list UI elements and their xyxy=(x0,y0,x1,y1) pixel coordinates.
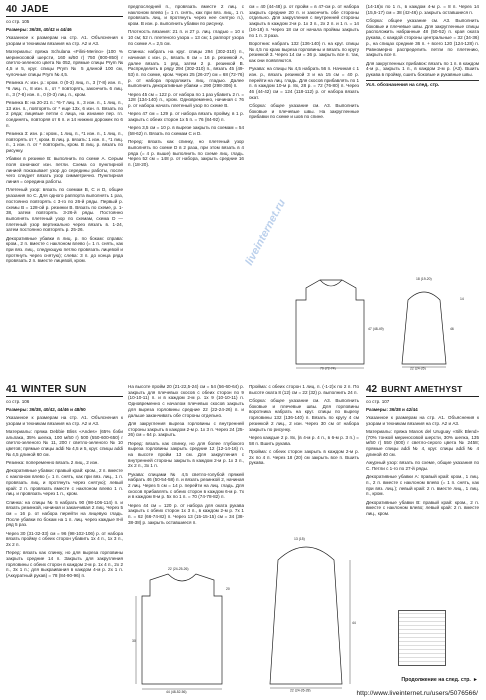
d2-c-label: 20 xyxy=(226,587,230,591)
d2-a-label: 44 (48-52-56) xyxy=(166,690,187,694)
right2-column xyxy=(366,4,479,266)
d1-sleeve-w-label: 22 (24-26) xyxy=(410,366,426,370)
rl-p1: Сборка: общее указание см. A3. Выполнить боковые и плечевые швы. Для горловины воротника набрать на круг. спицы по вырезу горловины 132 (136-140) п. Вязать по кругу 4 см резинкой 2 лиц., 2 изн. Через 30 см от набора закрыть по рисунку. xyxy=(249,398,359,432)
sleeve-schematic xyxy=(250,520,362,692)
right-p3: Сборка: общее указание см. A3. Выполнить боковые и плечевые швы. На закругленные прибавки по схеме и шов по спине. xyxy=(249,103,359,120)
ba-p2: Материалы: пряжа Manos del Uruguay «Silk Blend» (70% тонкой мериносовой шерсти, 30% шелка, 135 м/50 г) 550 (600) г светло-серого цвета № 2458; прямые спицы addi № 4, круг. спицы addi № 4 длиной 40 см. xyxy=(366,429,479,457)
sleeve2-outline xyxy=(270,547,342,684)
lm-p0: На высоте пройм 20 (21-22,5-24) см = 54 (56-60-64) р. закрыть для плечевых скосов с обеих сторон по 9 (10-10-11) п. и в каждом 2-м р. 1x 9 (10-10-11) п. Одновременно с началом плечевых скосов закрыть для выреза горловины средние 22 (22-24-26) п. и дальше заканчивать обе стороны отдельно. xyxy=(128,384,244,418)
sleeve-schematic-svg xyxy=(250,520,362,692)
lm-p1: Для закругления выреза горловины с внутренней стороны закрыть в каждом 2-м р. 1x 3 п. Через 24 (25-26) см = 64 р. закрыть. xyxy=(128,420,244,438)
d1-cap-label: 14 xyxy=(460,297,464,301)
lm-p4: Через 44 см = 120 р. от набора для оката рукава закрыть с обеих сторон 1x 3 п., в каждом 2-м р. 7x 1 п. = 62 (66-74-82) п. Через 13 (15-15-15) см = 34 (38-38-38) р. закрыть оставшиеся п. xyxy=(128,502,244,525)
mid-p0: предпоследней п., провязать вместе 2 лиц. с наклоном влево (= 1 п. снять, как при вяз. лиц., 1 п. провязать лиц. и протянуть через нее снятую п.), кром. В изн. р. выполнить убавки по рисунку. xyxy=(128,4,244,27)
winter-sun-number: 41 xyxy=(6,384,18,395)
ws-p5: Спинка: на спицы № 5 набрать 90 (98-106-114) п. и вязать резинкой, начиная и заканчивая 2 лиц. Через 5 см = 16 р. от набора перейти на лицевую гладь. После убавки по бокам на 1 п. лиц. через каждые 8-й ряд 5 раз. xyxy=(6,499,123,528)
ws-p2: Материалы: пряжа Debbie Bliss «Andes» (65% бэби альпака, 35% шелка, 100 м/50 г) 500 (550-600-650) г светло-зеленого № 11, 200 г светло-зеленого № 10 цветов; прямые спицы addi № 4,5 и 5, круг. спицы addi № 4,5 длиной 60 см. xyxy=(6,429,123,457)
mid-p2: Спинка: набрать на круг. спицы 294 (302-310) п., начиная с изн. р., вязать 6 см = 16 р. резинкой A, далее вязать 1 ряд, затем 2 р. резинкой B. Распределить в ряду 294 (302-310) п., вязать 45 (49-53) п. по схеме, кром. Через 25 (26-27) см = 68 (72-76) р. от набора продолжить лиц. гладью. Далее выполнить декоративные убавки = 290 (298-306) п. xyxy=(128,49,244,89)
mid-p1: Плотность вязания: 21 п. и 27 р. лиц. гладью = 10 x 10 см; 52 п. плетеного узора = 13 см; 1 раппорт узора по схеме A = 2,5 см. xyxy=(128,29,244,46)
lm-p3: Рукава: спицами № 4,5 светло-голубой пряжей набрать 46 (50-54-58) п. и вязать резинкой 2, начиная 2 лиц. Через 5 см = 14 р. перейти на лиц. гладь. Для скосов прибавлять с обеих сторон в каждом 6-м р. 7x и в каждом 8-м р. 5x по 1 п. = 70 (74-78-82) п. xyxy=(128,471,244,500)
winter-sun-ref: со стр. 106 xyxy=(6,399,30,404)
d2-f-label: 44 xyxy=(352,621,356,625)
d2-e-label: 22 (24-26-28) xyxy=(290,688,311,692)
ba-p4: Декоративные убавки A: правый край: кром., 1 лиц. п., 2 п. вместе с наклоном влево (= 1 п. снять, как при вяз. лиц.); левый край: 2 п. вместе лиц., 1 лиц. п., кром. xyxy=(366,474,479,497)
continue-label xyxy=(401,678,478,684)
jade-schematic-svg xyxy=(292,270,480,370)
winter-sun-title: WINTER SUN xyxy=(21,384,87,395)
d2-g-label: 13 (15) xyxy=(294,537,305,541)
rl-p3: Пройма: с обеих сторон закрыть в каждом 2-м р. 2х по 4 п. Через 18 (20) см закрыть все п. Вшить рукава. xyxy=(249,448,359,466)
winter-sun-schematic-svg xyxy=(132,534,244,694)
jade-schematic xyxy=(292,270,480,370)
jade-p1: Указанное к размерам на стр. А1. Объяснения к узорам и техникам вязания на стр. А2 и А3. xyxy=(6,35,123,46)
lm-p2: Перед: вязать как спинку, но для более глубокого выреза горловины закрыть средние 12 (12-14-16) п. на высоте пройм 13 см. Для закругления с внутренней стороны закрыть в каждом 2-м р. 1x 3 п., 2x 2 п., 3x 1 п. xyxy=(128,440,244,469)
ws-body-outline xyxy=(142,574,222,684)
d2-d-label: 30 xyxy=(132,639,136,643)
mid-p4: Через 47 см = 129 р. от набора вязать пройму, в 1 р. закрыть с обеих сторон 1x 5 п. = 76 (84-92) п. xyxy=(128,111,244,123)
rl-p0: Пройма: с обеих сторон 1 лиц. п. (-1-2)х по 2 п. По высоте оката 8 (12) см = 22 (32) р. выполнить 24 п. xyxy=(249,384,359,395)
arrow-right-icon: ► xyxy=(472,677,478,684)
right-p0: см = 40 (44-48) р. от пройм = в 47-см р. от набора закрыть средние 20 п. и закончить обе стороны отдельно. Для закругления с внутренней стороны закрыть в каждом 2-м р. 1x 3 п., 2x 2 п. и 1 п. = 14 (16-18) п. Через 18 см от начала проймы закрыть по 1 п. 3 раза. xyxy=(249,4,359,38)
jade-p5: Резинка 3: изн. р.: кром., 1 лиц. п., *1 изн. п., 1 лиц. п., повторять от *, кром. В лиц. р. вязать: 1 изн. п., *1 лиц. п., 1 изн. п. от * повторить, кром. В лиц. р. вязать по рисунку. xyxy=(6,130,123,154)
right2-p2: Для закругленных прибавок: вязать по 1 п. в каждом 4-м р., закрыть 1 п., в каждом 2-м р. (A3). Вшить рукава в пройму, сшить боковые и рукавные швы. xyxy=(366,60,479,77)
mid-p3: Через 45 см = 122 р. от набора по 1 раз убавить 2 п. = 128 (134-140) п., кром. Одновременно, начиная с 76 р. от набора начать плетеный узор по схеме B. xyxy=(128,91,244,109)
rl-p2: Через каждые 2 р. 8х, (в 4-м р. 4 п., в 6-м р. 3 п.) = 58 п. Вшить рукава. xyxy=(249,434,359,446)
right2-p0: (14-16)x по 1 п., в каждом 4-м р. = 8 п. Через 14 (15,5-17) см = 38 (42-46) р. закрыть оставшиеся п. xyxy=(366,4,479,15)
body-outline xyxy=(296,280,364,364)
jade-p8: Декоративные убавки в лиц. р. по бокам: справа: кром., 2 п. вместе с наклоном влево (= 1 п. снять, как при вяз. лиц., следующую петлю провязать лицевой и протянуть через снятую); слева: 3 п. до конца ряда провязать 2 п. вместе лицевой, кром. xyxy=(6,235,123,264)
right2-p1: Сборка: общее указание см. A3. Выполнить боковые и плечевые швы. Для закругленные спицы расположить набранные 48 (50-52) п. края оката рукава, с каждой стороны центральные = 32 (34-36) р., на спицах средние 36 п. + всего 120 (124-128) п. Равномерно распределить петли по плетению, закрыть все п. xyxy=(366,18,479,58)
jade-p4: Резинка B: на 20-21 п.: *6-7 лиц. п., 3 изн. п., 1 лиц. п., 13 изн. п., повторять от * еще 13x, 6 изн. п. Вязать по 2 ряда; лицевые петли с лица, на изнанке пер. гл. соединять, повторяя от 6 п. и 14 нижних дорожек по 6 п. xyxy=(6,99,123,128)
ba-p0: Размеры: 36/38 и 42/44 xyxy=(366,406,418,412)
mid-column xyxy=(128,4,244,376)
jade-p7: Плетеный узор: вязать по схемам B, C и D, общие указания по С. Для одного раппорта выполнять 1 раз, постоянно повторять с 3-го по 26-й ряды. Первый р. схемы В = 128-ой р. резинки B. Вязать по схеме, р. 1-38, затем повторять 3-26-й ряды. Постоянно выполнять плетеный узор по схемам, схема D — плетеный узор вертикально через вязать в. 1-24, затем постоянно повторять р. 25-26. xyxy=(6,187,123,233)
jade-p3: Резинка A: изн. р.: кром. 0 (0-3) лиц. п., 3 (7-8) изн. п., *6 лиц. п., 8 изн. п., от * повторять, закончить 6 лиц. п., 3 (7-8) изн. п., 0 (0-3) лиц. п., кром. xyxy=(6,80,123,97)
jade-ref: со стр. 105 xyxy=(6,19,30,24)
ws-p1: Указанное к размерам на стр. А1. Объяснения к узорам и техникам вязания на стр. А2 и А3. xyxy=(6,415,123,426)
ws-p3: Резинка: попеременно вязать 2 лиц., 2 изн. xyxy=(6,460,99,466)
ws-p6: Через 30 (31-32-33) см = 96 (98-102-106) р. от набора вязать пройму с обеих сторон убавить 1x 4 п., 1x 3 п., 2x 2 п. xyxy=(6,530,123,548)
jade-number: 40 xyxy=(6,4,18,15)
continue-text: Продолжение на след. стр. xyxy=(401,677,471,684)
jade-title: JADE xyxy=(21,4,49,15)
jade-p6: Убавки в резинке B: выполнить по схеме A. Серым поля означают изн. петли. Схема со пунктирной линией показывает узор до середины работы, после чего следует вязать узор симметрично. Пунктирная линия = середина работы. xyxy=(6,156,123,185)
jade-p0: Размеры: 36/38, 40/42 и 44/46 xyxy=(6,26,72,32)
burnt-ref: со стр. 107 xyxy=(366,399,390,404)
ws-p4: Декоративные убавки: правый край: кром., 2 п. вместе с наклоном влево (= 1 п. снять, как при вяз. лиц., 1 п. провязать лиц. и протянуть через снятую); левый край: 2 п. провязать вместе с наклоном влево 1 п. лиц. и провязать через 1 п., кром. xyxy=(6,468,123,497)
right-p2: Рукава: на спицы № 4,5 набрать 56 п. Начиная с 1 изн. р., вязать резинкой 3 и на 15 см = 40 р. перейти на лиц. гладь. Для скосов прибавлять по 1 п. в каждом 10-м р. 8x, 28 р. = 72 (76-80) п. Через 46 (44-42) см = 124 (118-112) р. от набора вязать окат. xyxy=(249,66,359,100)
mid-p6: Перед: вязать как спинку, но плетеный узор выполнять по схеме D в 2 раза, при этом вязать в 4 ряда (= 4 р. выше) выполнить по схеме лиц. гладь. Через 52 см = 148 р. от набора, закрыть средние 16 п. (18-20). xyxy=(128,139,244,168)
jade-header xyxy=(6,4,123,17)
d1-neck-label: 18 (19-20) xyxy=(416,277,432,281)
right-lower-column xyxy=(249,384,359,516)
burnt-column xyxy=(366,384,479,604)
ba-p5: Декоративные убавки B: правый край: кром., 2 п. вместе с наклоном влево; левый край: 2 п. вместе лиц., кром. xyxy=(366,499,479,516)
ba-p3: Ажурный узор: вязать по схеме, общие указания по С. Петли с 1-го по 27-й ряды. xyxy=(366,460,479,471)
d1-side-label: 47 (48-49) xyxy=(368,327,384,331)
watermark: liveinternet.ru xyxy=(243,197,288,268)
winter-sun-schematic xyxy=(132,534,244,694)
footer-url[interactable]: http://www.liveinternet.ru/users/5076566/ xyxy=(356,690,478,698)
d1-bottom-label: 70 (72-74) xyxy=(320,366,336,370)
ba-p1: Указанное к размерам на стр. А1. Объяснения к узорам и техникам вязания на стр. А2 и А3. xyxy=(366,415,479,426)
d1-sleeve-h-label: 46 xyxy=(450,327,454,331)
winter-sun-column xyxy=(6,384,123,696)
jade-column xyxy=(6,4,123,380)
ws-p7: Перед: вязать как спинку, но для выреза горловины закрыть средние 14 п. Закрыть для закругления горловины с обеих сторон в каждом 2-м р. 1x 4 п., 2x 2 п., 3x 1 п.; для выкраивания в каждом 4-м р. 2x 1 п. (Аккуратный рукав) = 78 (84-90-96) п. xyxy=(6,550,123,579)
burnt-header xyxy=(366,384,479,397)
neck-curve xyxy=(320,280,342,286)
right-p1: Воротник: набрать 132 (136-140) п. на круг. спицы № 4,5 по краю выреза горловины и вязать по кругу резинкой 3. Через 14 см = 36 р. закрыть все п. так, как они появляются. xyxy=(249,40,359,63)
d2-b-label: 22 (24-25-26) xyxy=(168,567,189,571)
burnt-number: 42 xyxy=(366,384,378,395)
ws-p0: Размеры: 36/38, 40/42, 44/46 и 48/50 xyxy=(6,406,86,412)
jade-p2: Материалы: пряжа Schulana «Filini-Merino» (100 % мериносовой шерсти, 160 м/50 г) 750 (800-850) г светло-зеленого цвета № 052, прямые спицы Prym № 4,5 и 5, круг. спицы Prym № 5 длиной 100 см, чулочные спицы Prym № 4,5. xyxy=(6,49,123,77)
legend-title: Усл. обозначения на след. стр. xyxy=(366,80,479,89)
lace-chart-grid xyxy=(398,610,446,666)
burnt-title: BURNT AMETHYST xyxy=(381,384,463,394)
winter-sun-header xyxy=(6,384,123,397)
mid-p5: Через 3,5 см = 10 р. в вырезе закрыть по схемам = 54 (58-62) п. Вязать по схемам C и D. xyxy=(128,125,244,137)
sleeve-outline xyxy=(402,292,446,364)
